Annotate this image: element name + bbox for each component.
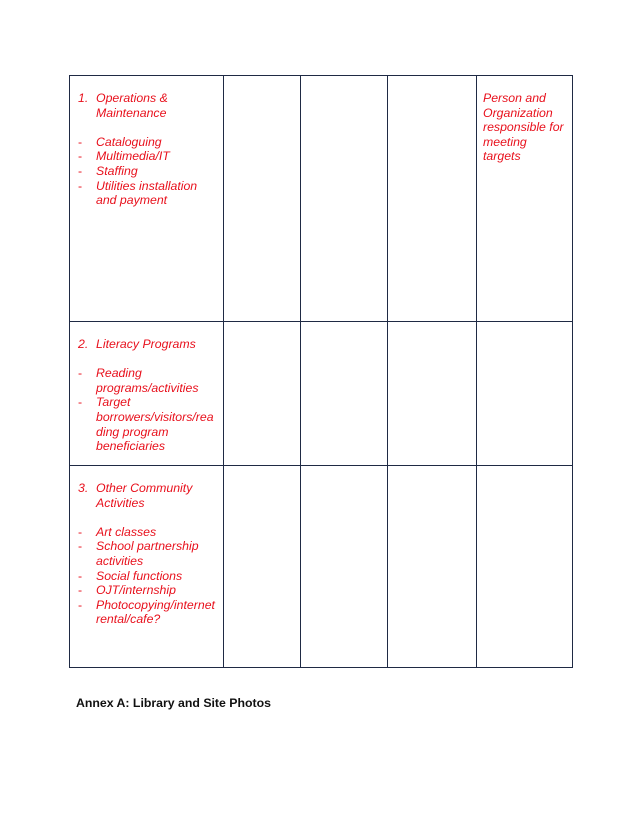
bullet-text (96, 598, 217, 627)
bullet-dash: - (78, 163, 83, 178)
bullet-line: beneficiaries (96, 439, 166, 454)
spacer (78, 352, 217, 367)
empty-cell (301, 322, 388, 466)
empty-cell (301, 76, 388, 322)
bullet-line: borrowers/visitors/rea (96, 409, 214, 424)
responsibility-line: meeting (483, 134, 527, 149)
responsibility-content-2 (477, 466, 572, 481)
activity-cell (70, 322, 224, 466)
spacer (78, 120, 217, 135)
responsibility-cell (477, 322, 573, 466)
bullet-dash: - (78, 134, 83, 149)
empty-cell (388, 322, 477, 466)
heading-line: Literacy Programs (96, 337, 196, 351)
item-number: 2. (78, 337, 89, 351)
activity-content-0 (70, 76, 223, 208)
table-row (70, 322, 573, 466)
bullet-text (96, 583, 217, 598)
bullet-dash: - (78, 524, 83, 539)
item-number: 1. (78, 91, 89, 105)
activity-heading (78, 91, 217, 120)
responsibility-cell (477, 466, 573, 668)
bullet-text (96, 569, 217, 584)
empty-cell (301, 466, 388, 668)
annex-title: Annex A: Library and Site Photos (76, 696, 271, 710)
bullet-line: Art classes (96, 524, 157, 539)
bullet-line: Utilities installation (96, 178, 198, 193)
item-heading-text (96, 481, 217, 510)
bullet-dash: - (78, 366, 83, 381)
bullet-item (78, 539, 217, 568)
empty-cell (224, 76, 301, 322)
empty-cell (388, 76, 477, 322)
responsibility-line: Organization (483, 105, 553, 120)
bullet-item (78, 395, 217, 453)
bullet-item (78, 135, 217, 150)
bullet-line: activities (96, 553, 144, 568)
bullet-line: Cataloguing (96, 134, 162, 149)
bullet-line: Target (96, 395, 131, 410)
action-plan-table (69, 75, 573, 668)
bullet-dash: - (78, 539, 83, 554)
heading-line: Maintenance (96, 105, 167, 120)
table-row (70, 466, 573, 668)
table-row (70, 76, 573, 322)
spacer (78, 510, 217, 525)
bullet-item (78, 164, 217, 179)
bullet-item (78, 598, 217, 627)
bullet-line: and payment (96, 193, 168, 208)
bullet-line: Reading (96, 366, 142, 381)
activity-cell (70, 466, 224, 668)
bullet-dash: - (78, 149, 83, 164)
bullet-line: Staffing (96, 163, 138, 178)
item-heading-text (96, 91, 217, 120)
item-heading-text (96, 337, 217, 352)
responsibility-content-0 (477, 76, 572, 164)
empty-cell (224, 466, 301, 668)
bullet-line: programs/activities (96, 380, 199, 395)
bullet-text (96, 179, 217, 208)
responsibility-line: targets (483, 149, 521, 164)
bullet-dash: - (78, 583, 83, 598)
activity-heading (78, 481, 217, 510)
bullet-line: School partnership (96, 539, 199, 554)
bullet-text (96, 539, 217, 568)
heading-line: Operations & (96, 91, 168, 105)
activity-cell (70, 76, 224, 322)
bullet-line: Photocopying/internet (96, 597, 215, 612)
responsibility-cell (477, 76, 573, 322)
heading-line: Other Community (96, 481, 193, 495)
bullet-line: OJT/internship (96, 583, 176, 598)
heading-line: Activities (96, 495, 145, 510)
empty-cell (224, 322, 301, 466)
activity-content-1 (70, 322, 223, 454)
bullet-dash: - (78, 597, 83, 612)
bullet-dash: - (78, 395, 83, 410)
bullet-line: ding program (96, 424, 169, 439)
bullet-text (96, 149, 217, 164)
bullet-item (78, 525, 217, 540)
bullet-line: rental/cafe? (96, 612, 161, 627)
bullet-item (78, 149, 217, 164)
item-number: 3. (78, 481, 89, 495)
responsibility-line: responsible for (483, 120, 564, 135)
responsibility-content-1 (477, 322, 572, 337)
bullet-text (96, 164, 217, 179)
responsibility-line: Person and (483, 91, 546, 105)
activity-heading (78, 337, 217, 352)
bullet-dash: - (78, 178, 83, 193)
bullet-line: Social functions (96, 568, 183, 583)
bullet-text (96, 135, 217, 150)
bullet-text (96, 525, 217, 540)
bullet-item (78, 569, 217, 584)
bullet-item (78, 179, 217, 208)
bullet-item (78, 583, 217, 598)
bullet-item (78, 366, 217, 395)
bullet-line: Multimedia/IT (96, 149, 170, 164)
empty-cell (388, 466, 477, 668)
bullet-dash: - (78, 568, 83, 583)
bullet-text (96, 395, 217, 453)
activity-content-2 (70, 466, 223, 627)
bullet-text (96, 366, 217, 395)
